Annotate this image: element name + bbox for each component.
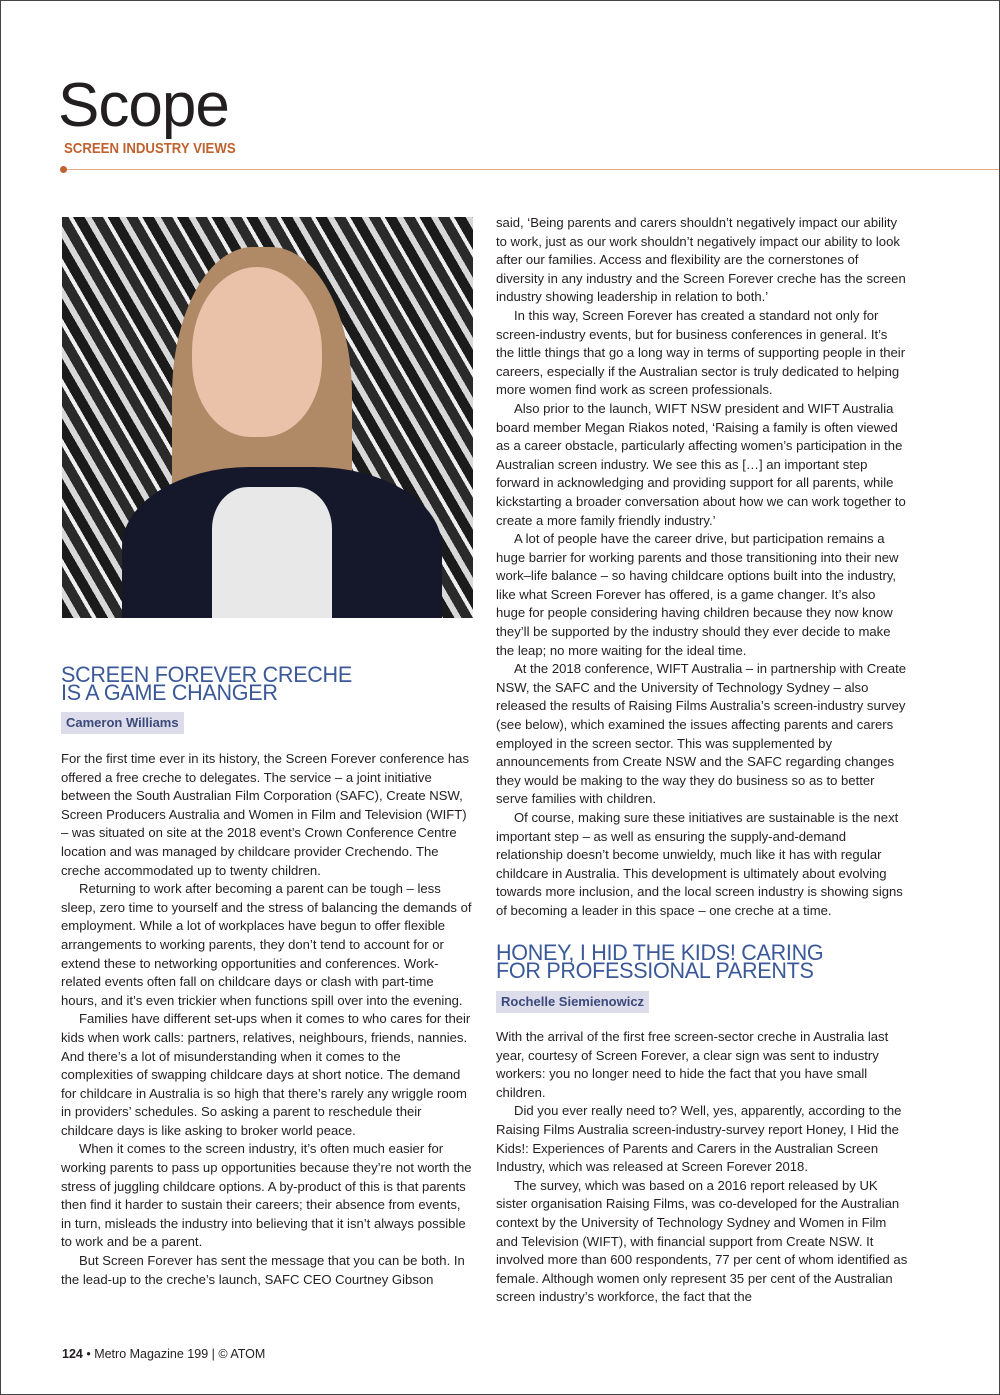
page-number: 124	[62, 1347, 83, 1361]
paragraph: Of course, making sure these initiatives are sustainable is the next important step – as well as ensuring the supply-and-demand relationship doesn’t become unwieldy, much like it has with regular childcare in Australia. This development is ultimately about evolving towards more inclusion, and the local screen industry is showing signs of becoming a leader in this space – one creche at a time.	[496, 810, 903, 918]
author-photo	[62, 217, 473, 618]
article-headline	[496, 940, 824, 983]
paragraph: For the first time ever in its history, the Screen Forever conference has offered a free creche to delegates. The service – a joint initiative between the South Australian Film Corporation (SAFC), Create NSW, Screen Producers Australia and Women in Film and Television (WIFT) – was situated on site at the 2018 event’s Crown Conference Centre location and was managed by childcare provider Crechendo. The creche accommodated up to twenty children.	[61, 751, 470, 878]
section-subtitle: SCREEN INDUSTRY VIEWS	[64, 140, 236, 157]
paragraph: With the arrival of the first free screen-sector creche in Australia last year, courtesy of Screen Forever, a clear sign was sent to industry workers: you no longer need to hide the fact that you have small children.	[496, 1029, 889, 1100]
author-byline: Cameron Williams	[61, 712, 184, 734]
magazine-section-title: Scope	[58, 71, 229, 140]
publication-credit: • Metro Magazine 199 | © ATOM	[86, 1347, 266, 1361]
paragraph: At the 2018 conference, WIFT Australia – in partnership with Create NSW, the SAFC and the University of Technology Sydney – also released the results of Raising Films Australia’s screen-industry survey (see below), which examined the issues affecting parents and carers employed in the screen sector. This was supplemented by announcements from Create NSW and the SAFC regarding changes they would be making to the way they do business so as to better serve families with children.	[496, 661, 907, 807]
headline-line: FOR PROFESSIONAL PARENTS	[496, 958, 814, 983]
article-body-left	[61, 750, 473, 1289]
author-byline: Rochelle Siemienowicz	[496, 991, 649, 1013]
divider-dot	[60, 166, 67, 173]
headline-line: HONEY, I HID THE KIDS! CARING	[496, 940, 824, 965]
page-footer	[62, 1347, 265, 1361]
paragraph: In this way, Screen Forever has created a standard not only for screen-industry events, but for business conferences in general. It’s the little things that go a long way in terms of supporting people in their careers, especially if the Australian sector is truly dedicated to helping more women find work as screen professionals.	[496, 307, 906, 398]
article-headline	[61, 662, 352, 705]
article-body-second	[496, 1028, 908, 1307]
article-body-right	[496, 214, 908, 921]
photo-face	[192, 267, 322, 437]
paragraph: A lot of people have the career drive, but participation remains a huge barrier for working parents and those transitioning into their new work–life balance – so having childcare options built into the industry, like what Screen Forever has offered, is a game changer. It’s also huge for people considering having children because they now know they’ll be supported by the industry should they ever decide to make the leap; no more waiting for the ideal time.	[496, 531, 899, 658]
photo-shirt	[212, 487, 332, 618]
paragraph: The survey, which was based on a 2016 report released by UK sister organisation Raising Films, was co-developed for the Australian context by the University of Technology Sydney and Women in Film and Television (WIFT), with financial support from Create NSW. It involved more than 600 respondents, 77 per cent of whom identified as female. Although women only represent 35 per cent of the Australian screen industry’s workforce, the fact that the	[496, 1177, 908, 1305]
header-divider	[63, 169, 999, 170]
paragraph: When it comes to the screen industry, it’s often much easier for working parents to pass up opportunities because they’re not worth the stress of juggling childcare options. A by-product of this is that parents then find it harder to sustain their careers; their absence from events, in turn, misleads the industry into believing that it isn’t always possible to work and be a parent.	[61, 1141, 472, 1250]
headline-line: IS A GAME CHANGER	[61, 680, 278, 705]
paragraph: Returning to work after becoming a parent can be tough – less sleep, zero time to yourself and the stress of balancing the demands of employment. While a lot of workplaces have begun to offer flexible arrangements to working parents, they don’t tend to account for or extend these to networking opportunities and conferences. Work-related events often fall on childcare days or clash with part-time hours, and it’s even trickier when functions spill over into the evening.	[61, 881, 472, 1008]
paragraph: Families have different set-ups when it comes to who cares for their kids when work calls: partners, relatives, neighbours, friends, nannies. And there’s a lot of misunderstanding when it comes to the complexities of swapping childcare days at short notice. The demand for childcare in Australia is so high that there’s rarely any wriggle room in providers’ schedules. So asking a parent to reschedule their childcare days is like asking to broker world peace.	[61, 1011, 471, 1138]
paragraph: Did you ever really need to? Well, yes, apparently, according to the Raising Films Australia screen-industry-survey report Honey, I Hid the Kids!: Experiences of Parents and Carers in the Australian Screen Industry, which was released at Screen Forever 2018.	[496, 1103, 902, 1175]
headline-line: SCREEN FOREVER CRECHE	[61, 662, 352, 687]
paragraph: But Screen Forever has sent the message that you can be both. In the lead-up to the creche’s launch, SAFC CEO Courtney Gibson	[61, 1253, 465, 1287]
paragraph: said, ‘Being parents and carers shouldn’t negatively impact our ability to work, just as our work shouldn’t negatively impact our ability to look after our families. Access and flexibility are the cornerstones of diversity in any industry and the Screen Forever creche has the screen industry showing leadership in relation to both.’	[496, 215, 906, 305]
paragraph: Also prior to the launch, WIFT NSW president and WIFT Australia board member Megan Riakos noted, ‘Raising a family is often viewed as a career obstacle, particularly affecting women’s participation in the Australian screen industry. We see this as […] an important step forward in acknowledging and providing support for all parents, while kickstarting a broader conversation about how we can work together to create a more family friendly industry.’	[496, 400, 906, 528]
